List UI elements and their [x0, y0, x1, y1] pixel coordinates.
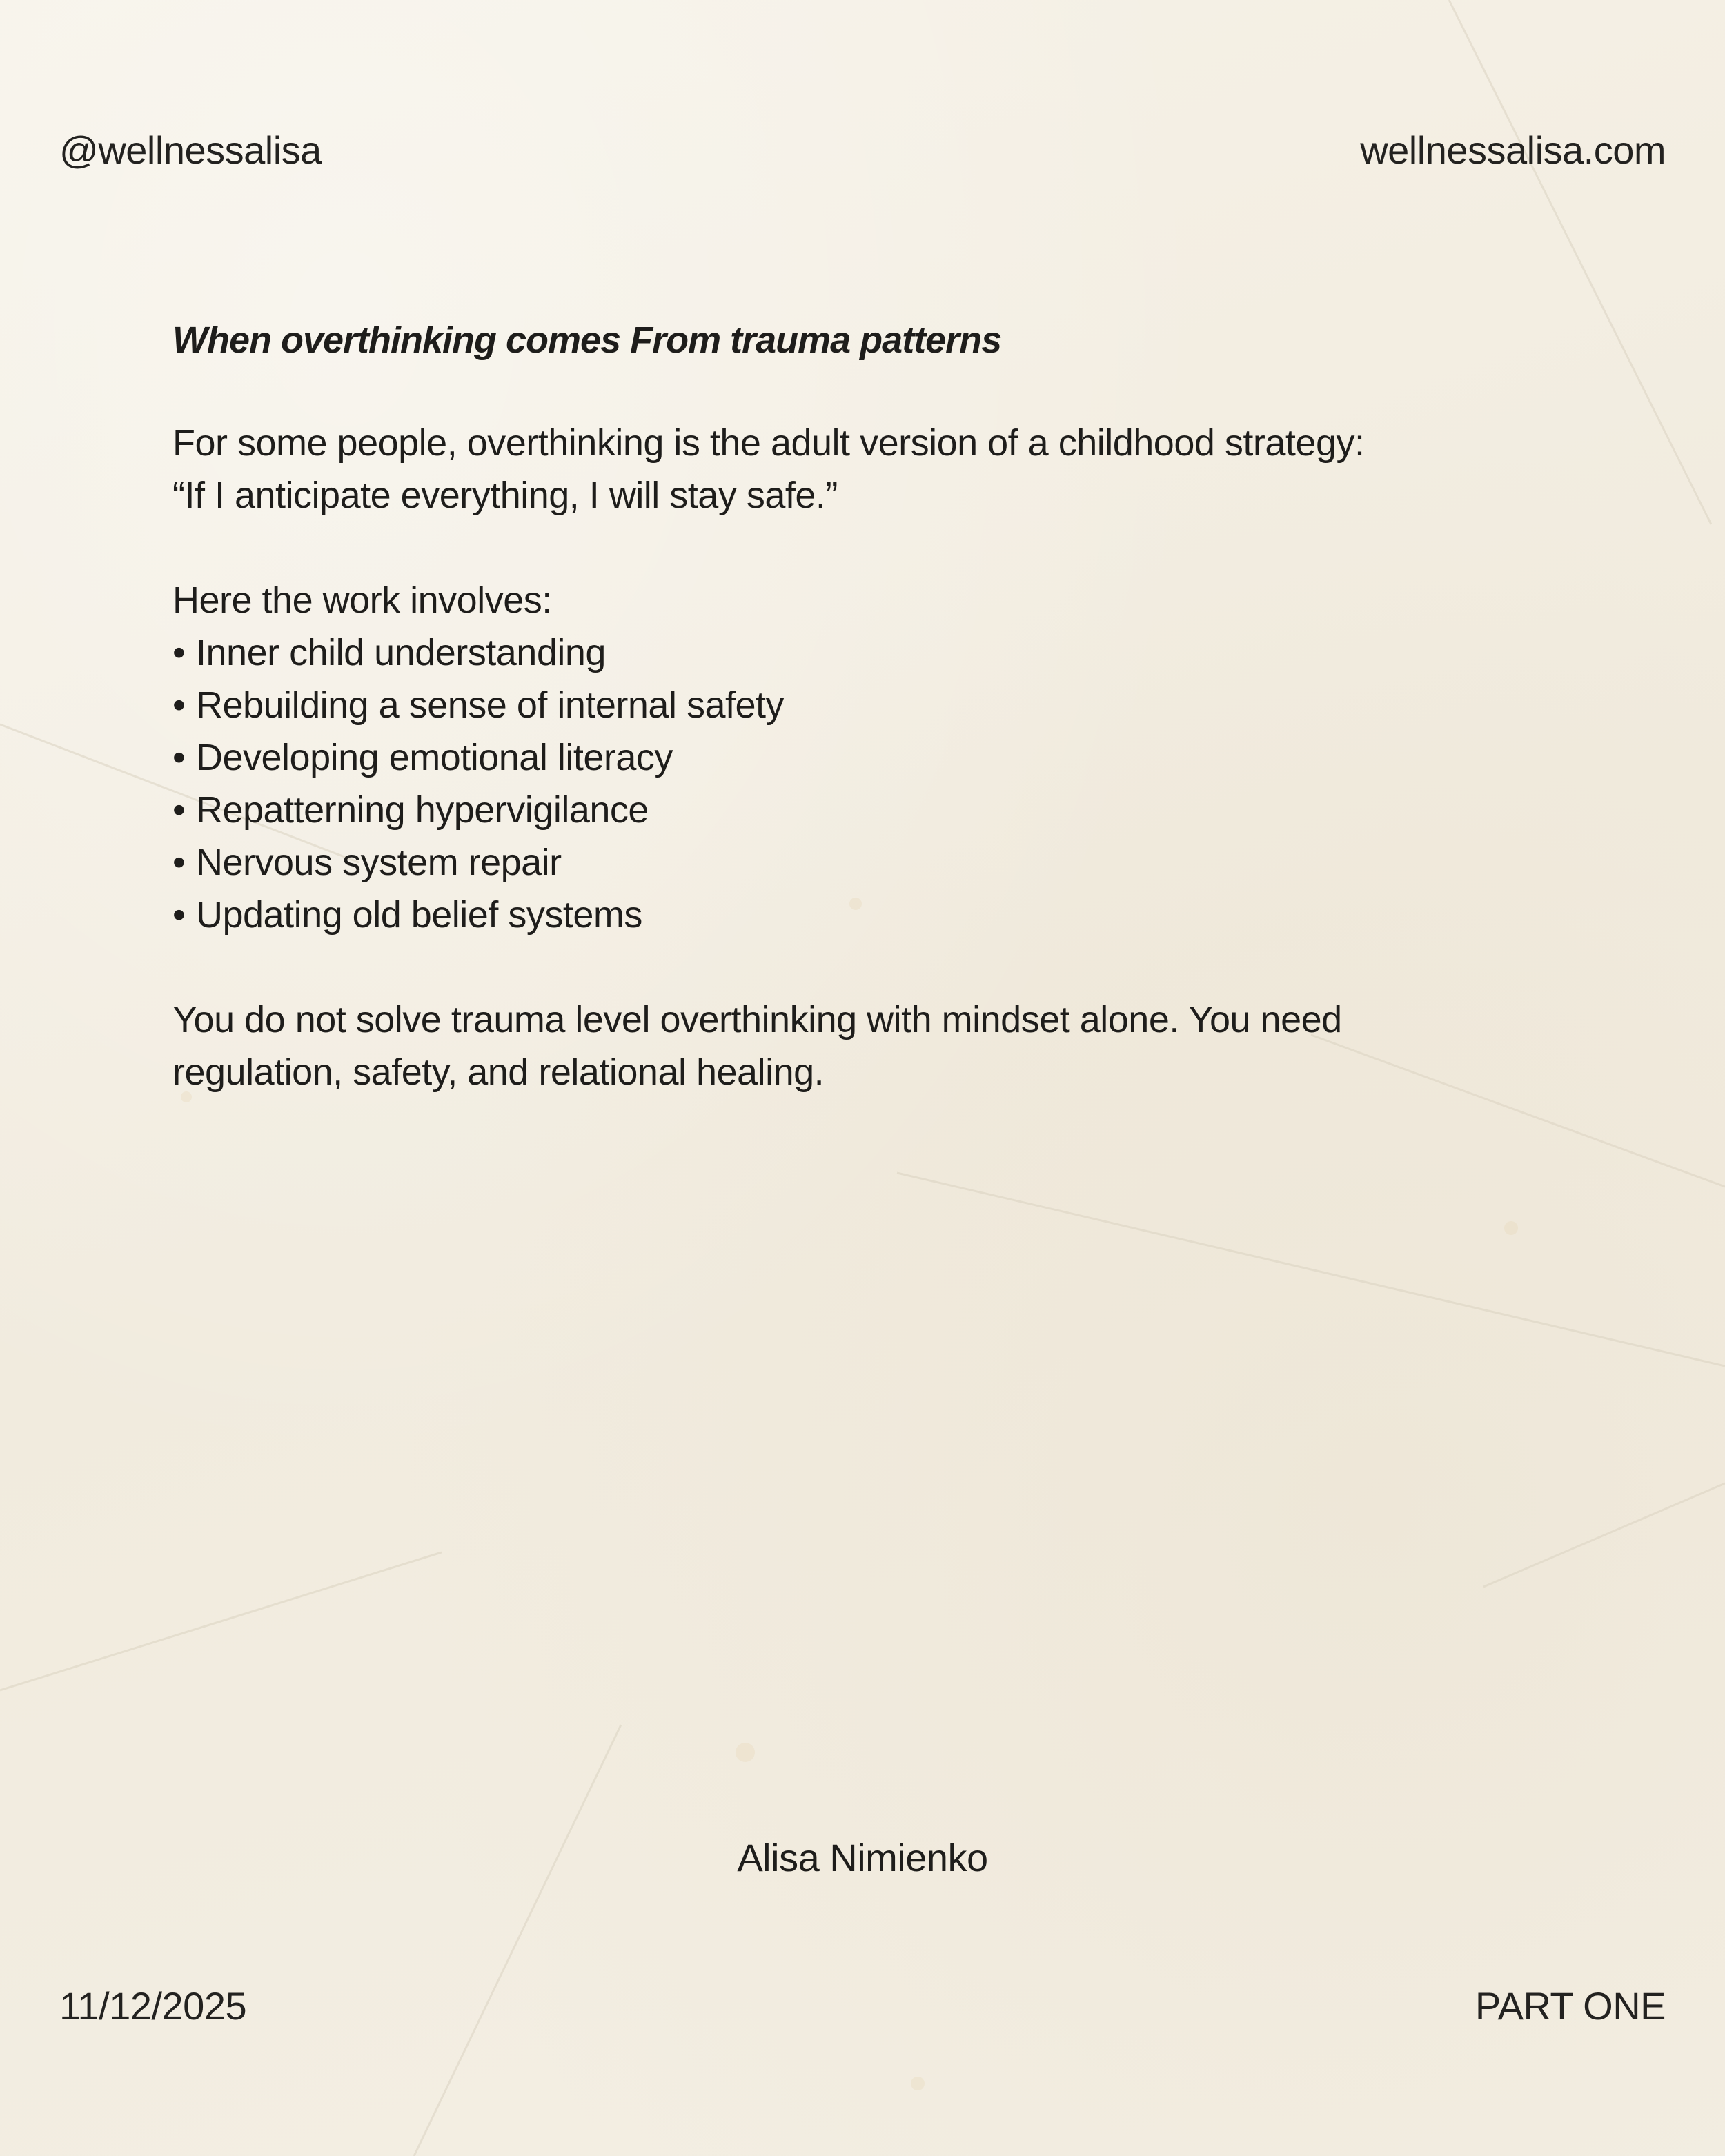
bullet-icon: •	[172, 842, 186, 883]
article-body	[172, 319, 1552, 1098]
bullet-icon: •	[172, 894, 186, 936]
article-title: When overthinking comes From trauma patterns	[172, 319, 1002, 361]
date-label: 11/12/2025	[59, 1984, 247, 2028]
social-handle: @wellnessalisa	[59, 128, 322, 172]
bullet-icon: •	[172, 737, 186, 778]
list-item: • Rebuilding a sense of internal safety	[172, 679, 1552, 731]
list-item: • Developing emotional literacy	[172, 731, 1552, 784]
closing-line-2: regulation, safety, and relational healing.	[172, 1051, 825, 1093]
intro-line-2: “If I anticipate everything, I will stay safe.”	[172, 475, 838, 516]
website-url: wellnessalisa.com	[1360, 128, 1666, 172]
list-heading: Here the work involves:	[172, 580, 552, 621]
spacer	[172, 941, 1552, 993]
intro-line-1: For some people, overthinking is the adult version of a childhood strategy:	[172, 422, 1365, 464]
list-item: • Inner child understanding	[172, 626, 1552, 679]
closing-line-1: You do not solve trauma level overthinking with mindset alone. You need	[172, 999, 1342, 1040]
part-label: PART ONE	[1475, 1984, 1666, 2028]
spacer	[172, 522, 1552, 574]
bullet-icon: •	[172, 632, 186, 673]
list-item: • Updating old belief systems	[172, 889, 1552, 941]
list-item: • Repatterning hypervigilance	[172, 784, 1552, 836]
work-list	[172, 626, 1552, 941]
bullet-icon: •	[172, 789, 186, 831]
bullet-icon: •	[172, 684, 186, 726]
list-item: • Nervous system repair	[172, 836, 1552, 889]
author-signature: Alisa Nimienko	[737, 1836, 988, 1879]
